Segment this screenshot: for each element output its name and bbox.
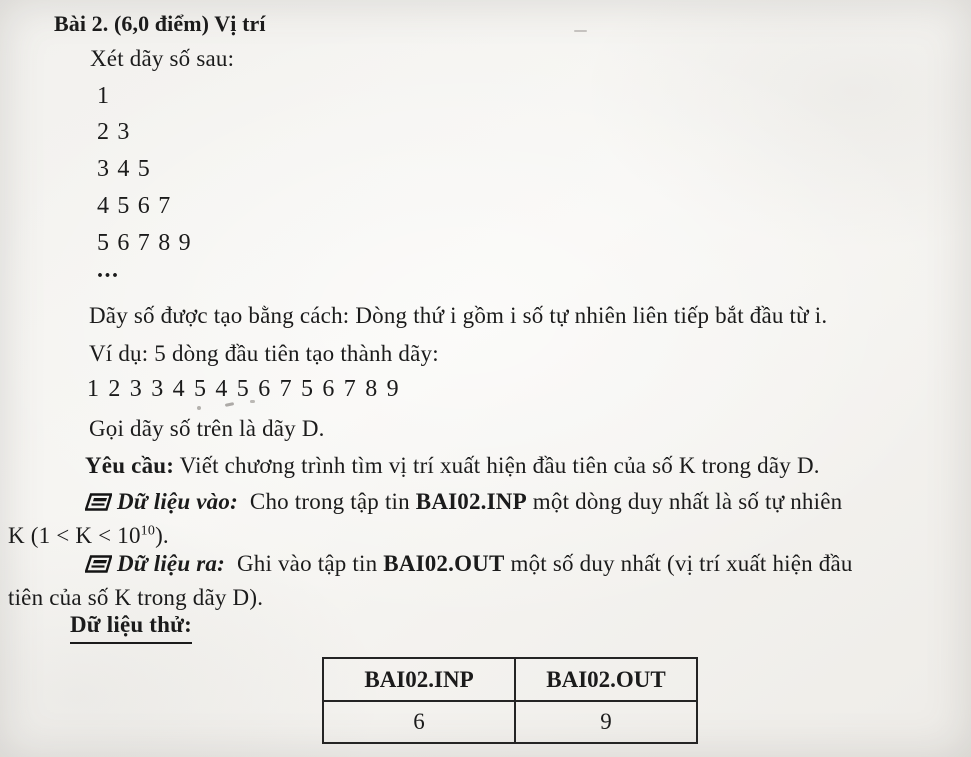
test-data-heading: Dữ liệu thử: — [70, 610, 192, 644]
scan-artifact — [574, 30, 587, 32]
output-spec-line — [85, 549, 853, 581]
ellipsis-row: ... — [97, 257, 120, 283]
triangle-row-5: 5 6 7 8 9 — [97, 230, 191, 256]
table-header-row — [323, 658, 697, 701]
input-constraint-close: ). — [155, 523, 169, 548]
sequence-name-line: Gọi dãy số trên là dãy D. — [89, 416, 325, 441]
intro-line: Xét dãy số sau: — [90, 46, 235, 71]
scan-artifact — [250, 400, 255, 403]
requirement-line — [85, 451, 820, 481]
floppy-disk-icon — [85, 551, 112, 581]
output-spec-wrap-line — [8, 583, 263, 613]
table-data-row — [323, 701, 697, 743]
table-cell-input-value: 6 — [323, 701, 515, 743]
scan-artifact — [197, 406, 201, 410]
problem-title: Bài 2. (6,0 điểm) Vị trí — [54, 11, 266, 36]
input-file-name: BAI02.INP — [415, 489, 527, 514]
output-text-before-file: Ghi vào tập tin — [236, 551, 378, 576]
input-text-after-file: một dòng duy nhất là số tự nhiên — [532, 489, 843, 514]
scan-artifact — [225, 402, 234, 407]
input-spec-wrap-line — [8, 521, 169, 551]
triangle-row-4: 4 5 6 7 — [97, 193, 171, 219]
test-data-table — [322, 657, 698, 744]
floppy-disk-icon — [85, 489, 112, 519]
table-cell-output-value: 9 — [515, 701, 697, 743]
input-spec-label: Dữ liệu vào: — [117, 489, 238, 514]
example-sequence-line: 1 2 3 3 4 5 4 5 6 7 5 6 7 8 9 — [87, 376, 399, 402]
table-header-output-file: BAI02.OUT — [515, 658, 697, 701]
output-wrap-text: tiên của số K trong dãy D). — [8, 585, 264, 610]
triangle-row-3: 3 4 5 — [97, 156, 150, 182]
requirement-text: Viết chương trình tìm vị trí xuất hiện đầu tiên của số K trong dãy D. — [179, 453, 820, 478]
explanation-line: Dãy số được tạo bằng cách: Dòng thứ i gồm i số tự nhiên liên tiếp bắt đầu từ i. — [89, 303, 828, 328]
input-text-before-file: Cho trong tập tin — [249, 489, 410, 514]
triangle-row-1: 1 — [97, 83, 110, 109]
input-constraint-exponent: 10 — [140, 523, 156, 539]
input-spec-line — [85, 487, 842, 519]
requirement-label: Yêu cầu: — [85, 453, 175, 478]
input-constraint-base: K (1 < K < 10 — [8, 523, 141, 548]
output-file-name: BAI02.OUT — [383, 551, 505, 576]
example-intro-line: Ví dụ: 5 dòng đầu tiên tạo thành dãy: — [89, 341, 439, 366]
triangle-row-2: 2 3 — [97, 119, 130, 145]
output-text-after-file: một số duy nhất (vị trí xuất hiện đầu — [510, 551, 853, 576]
output-spec-label: Dữ liệu ra: — [117, 551, 225, 576]
table-header-input-file: BAI02.INP — [323, 658, 515, 701]
